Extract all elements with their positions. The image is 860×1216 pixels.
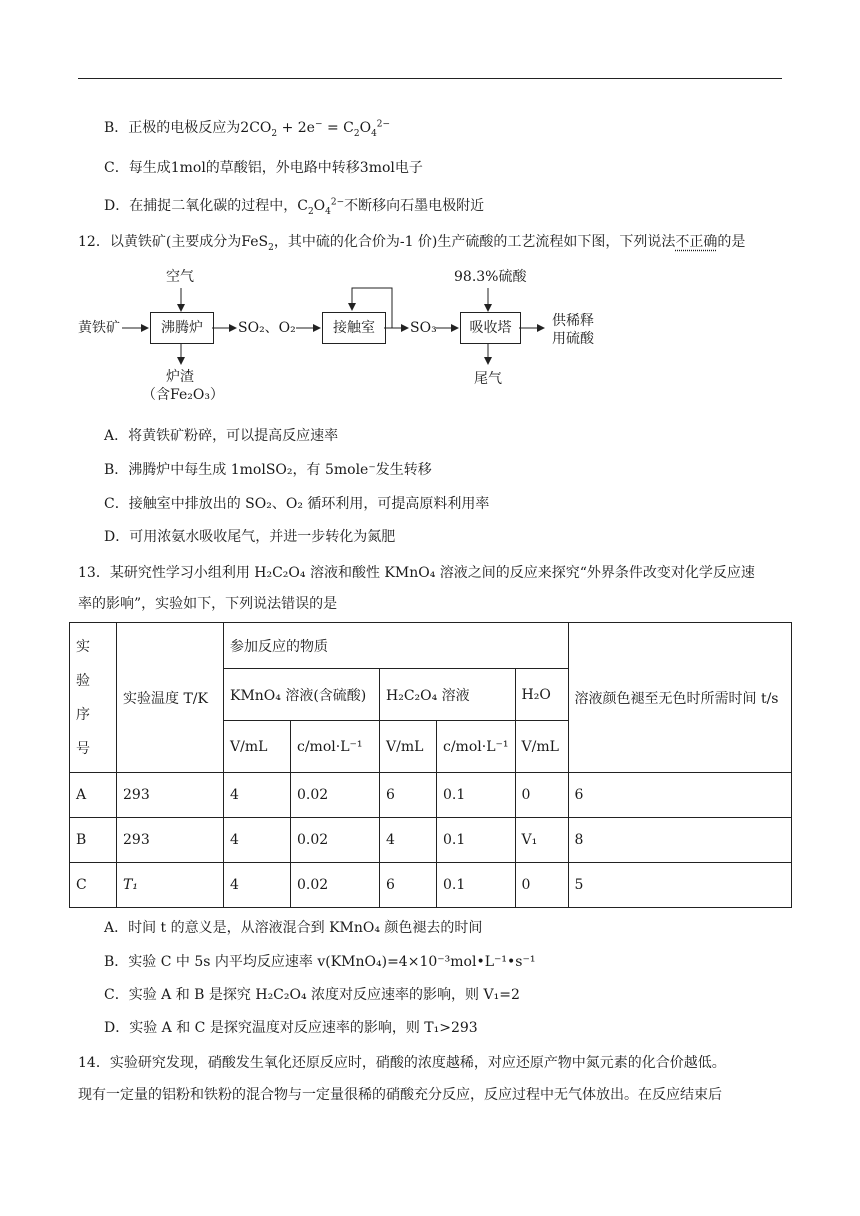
input-air: 空气 [166,269,194,285]
cell: 4 [224,818,291,863]
input-pyrite: 黄铁矿 [78,320,120,336]
table-row [70,863,792,908]
header-kmno4: KMnO₄ 溶液(含硫酸) [224,669,380,721]
cell: 0 [515,863,568,908]
tail-gas-label: 尾气 [474,371,502,387]
boiler-box: 沸腾炉 [150,312,214,344]
cell: 8 [568,818,791,863]
header-h2o: H₂O [515,669,568,721]
q12-stem: 12．以黄铁矿(主要成分为FeS$_2$，其中硫的化合价为-1 价)生产硫酸的工艺流程如下图，下列说法不正确的是 [78,234,746,253]
cell: A [70,773,117,818]
header-exp-no: 实 验 序 号 [70,623,117,773]
cell: 4 [224,773,291,818]
cell: 6 [568,773,791,818]
table-row [70,818,792,863]
cell: 4 [380,818,437,863]
q13-stem-line-1: 13．某研究性学习小组利用 H₂C₂O₄ 溶液和酸性 KMnO₄ 溶液之间的反应来探究“外界条件改变对化学反应速 [78,565,755,581]
product-label-1: 供稀释 [552,313,594,329]
cell: 6 [380,863,437,908]
cell: V₁ [515,818,568,863]
q11-option-c: C．每生成1mol的草酸铝，外电路中转移3mol电子 [104,160,423,176]
header-h2c2o4: H₂C₂O₄ 溶液 [380,669,516,721]
cell: 0.1 [437,818,516,863]
q12-option-b: B．沸腾炉中每生成 1molSO₂，有 5mole⁻发生转移 [104,462,432,478]
unit-v-h2o: V/mL [515,721,568,773]
q14-stem-line-1: 14．实验研究发现，硝酸发生氧化还原反应时，硝酸的浓度越稀，对应还原产物中氮元素的化合价越低。 [78,1055,726,1071]
cell: 0.1 [437,863,516,908]
q12-option-d: D．可用浓氨水吸收尾气，并进一步转化为氮肥 [104,529,396,545]
unit-v-h2c2o4: V/mL [380,721,437,773]
header-time: 溶液颜色褪至无色时所需时间 t/s [568,623,791,773]
cell: 0.02 [291,773,380,818]
q12-option-c: C．接触室中排放出的 SO₂、O₂ 循环利用，可提高原料利用率 [104,496,490,512]
table-row [70,773,792,818]
header-temperature: 实验温度 T/K [117,623,224,773]
unit-c-kmno4: c/mol·L⁻¹ [291,721,380,773]
cell: 293 [117,818,224,863]
cell: B [70,818,117,863]
q12-option-a: A．将黄铁矿粉碎，可以提高反应速率 [104,428,339,444]
q11-option-b: B．正极的电极反应为$2CO_2 + 2e^- = C_2O_4^{2-}$ [104,119,391,139]
cell: 4 [224,863,291,908]
unit-c-h2c2o4: c/mol·L⁻¹ [437,721,516,773]
gas-so3: SO₃ [410,320,437,336]
experiment-table [69,622,792,908]
slag-label-1: 炉渣 [166,369,194,385]
cell: T₁ [117,863,224,908]
q14-stem-line-2: 现有一定量的铝粉和铁粉的混合物与一定量很稀的硝酸充分反应，反应过程中无气体放出。在反应结束后 [78,1087,722,1103]
gas-so2-o2: SO₂、O₂ [238,320,296,336]
cell: 6 [380,773,437,818]
contact-chamber-box: 接触室 [322,312,386,344]
q13-option-a: A．时间 t 的意义是，从溶液混合到 KMnO₄ 颜色褪去的时间 [104,920,483,936]
unit-v-kmno4: V/mL [224,721,291,773]
product-label-2: 用硫酸 [552,331,594,347]
q13-option-c: C．实验 A 和 B 是探究 H₂C₂O₄ 浓度对反应速率的影响，则 V₁=2 [104,987,520,1003]
cell: C [70,863,117,908]
process-flow-arrows [0,0,860,420]
cell: 5 [568,863,791,908]
q11-option-d: D．在捕捉二氧化碳的过程中，$C_2O_4^{2-}$不断移向石墨电极附近 [104,197,485,217]
cell: 293 [117,773,224,818]
header-substances: 参加反应的物质 [224,623,569,669]
q13-option-b: B．实验 C 中 5s 内平均反应速率 v(KMnO₄)=4×10⁻³mol•L⁻¹•s⁻¹ [104,954,536,970]
slag-label-2: （含Fe₂O₃） [142,387,224,403]
cell: 0.02 [291,818,380,863]
cell: 0 [515,773,568,818]
cell: 0.1 [437,773,516,818]
absorber-box: 吸收塔 [460,312,521,344]
cell: 0.02 [291,863,380,908]
q13-option-d: D．实验 A 和 C 是探究温度对反应速率的影响，则 T₁>293 [104,1020,478,1036]
input-sulfuric-acid: 98.3%硫酸 [454,269,527,285]
q13-stem-line-2: 率的影响”，实验如下，下列说法错误的是 [78,596,338,612]
